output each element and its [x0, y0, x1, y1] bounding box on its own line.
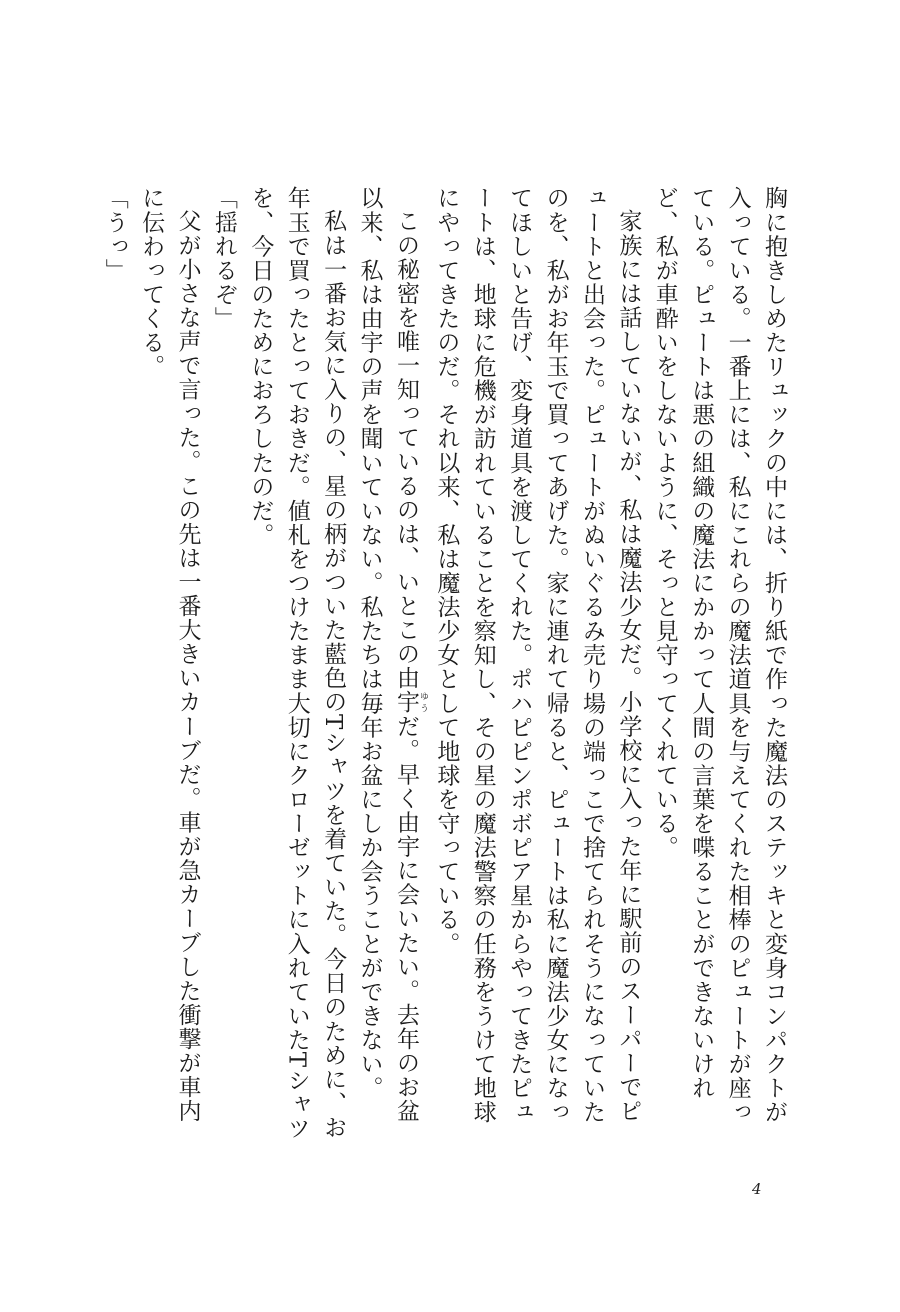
ruby-annotation [392, 690, 428, 715]
paragraph-5: 父が小さな声で言った。この先は一番大きいカーブだ。車が急カーブした衝撃が車内に伝わってくる。 [138, 186, 201, 1123]
ruby-reading: ゆう [417, 690, 428, 715]
dialogue-1: 「揺れるぞ」 [210, 186, 237, 331]
paragraph-3-before-ruby: この秘密を唯一知っているのは、いとこの由 [392, 209, 419, 690]
paragraph-2: 家族には話していないが、私は魔法少女だ。小学校に入った年に駅前のスーパーでピュートと出会った。ピュートがぬいぐるみ売り場の端っこで捨てられそうになっていたのを、私がお年玉で買ってあげた。家に連れて帰ると、ピュートは私に魔法少女になってほしいと告げ、変身道具を渡してくれた。ポハピピンポボピア星からやってきたピュートは、地球に危機が訪れていることを察知し、その星の魔法警察の任務をうけて地球にやってきたのだ。それ以来、私は魔法少女として地球を守っている。 [433, 186, 642, 1124]
ruby-base: 宇 [392, 690, 419, 715]
paragraph-1: 胸に抱きしめたリュックの中には、折り紙で作った魔法のステッキと変身コンパクトが入っている。一番上には、私にこれらの魔法道具を与えてくれた相棒のピュートが座っている。ピュートは悪の組織の魔法にかかって人間の言葉を喋ることができないけれど、私が車酔いをしないように、そっと見守ってくれている。 [651, 186, 787, 1124]
paragraph-4: 私は一番お気に入りの、星の柄がついた藍色のTシャツを着ていた。今日のために、お年玉で買ったとっておきだ。値札をつけたまま大切にクローゼットに入れていたTシャツを、今日のためにおろしたのだ。 [247, 186, 347, 1141]
paragraph-3 [351, 186, 428, 1144]
vertical-text-block [102, 186, 792, 1144]
paragraph-3-after-ruby: だ。早く由宇に会いたい。去年のお盆以来、私は由宇の声を聞いていない。私たちは毎年お盆にしか会うことができない。 [356, 186, 419, 1123]
page-number: 4 [752, 1180, 762, 1198]
dialogue-2: 「うっ」 [102, 186, 128, 283]
